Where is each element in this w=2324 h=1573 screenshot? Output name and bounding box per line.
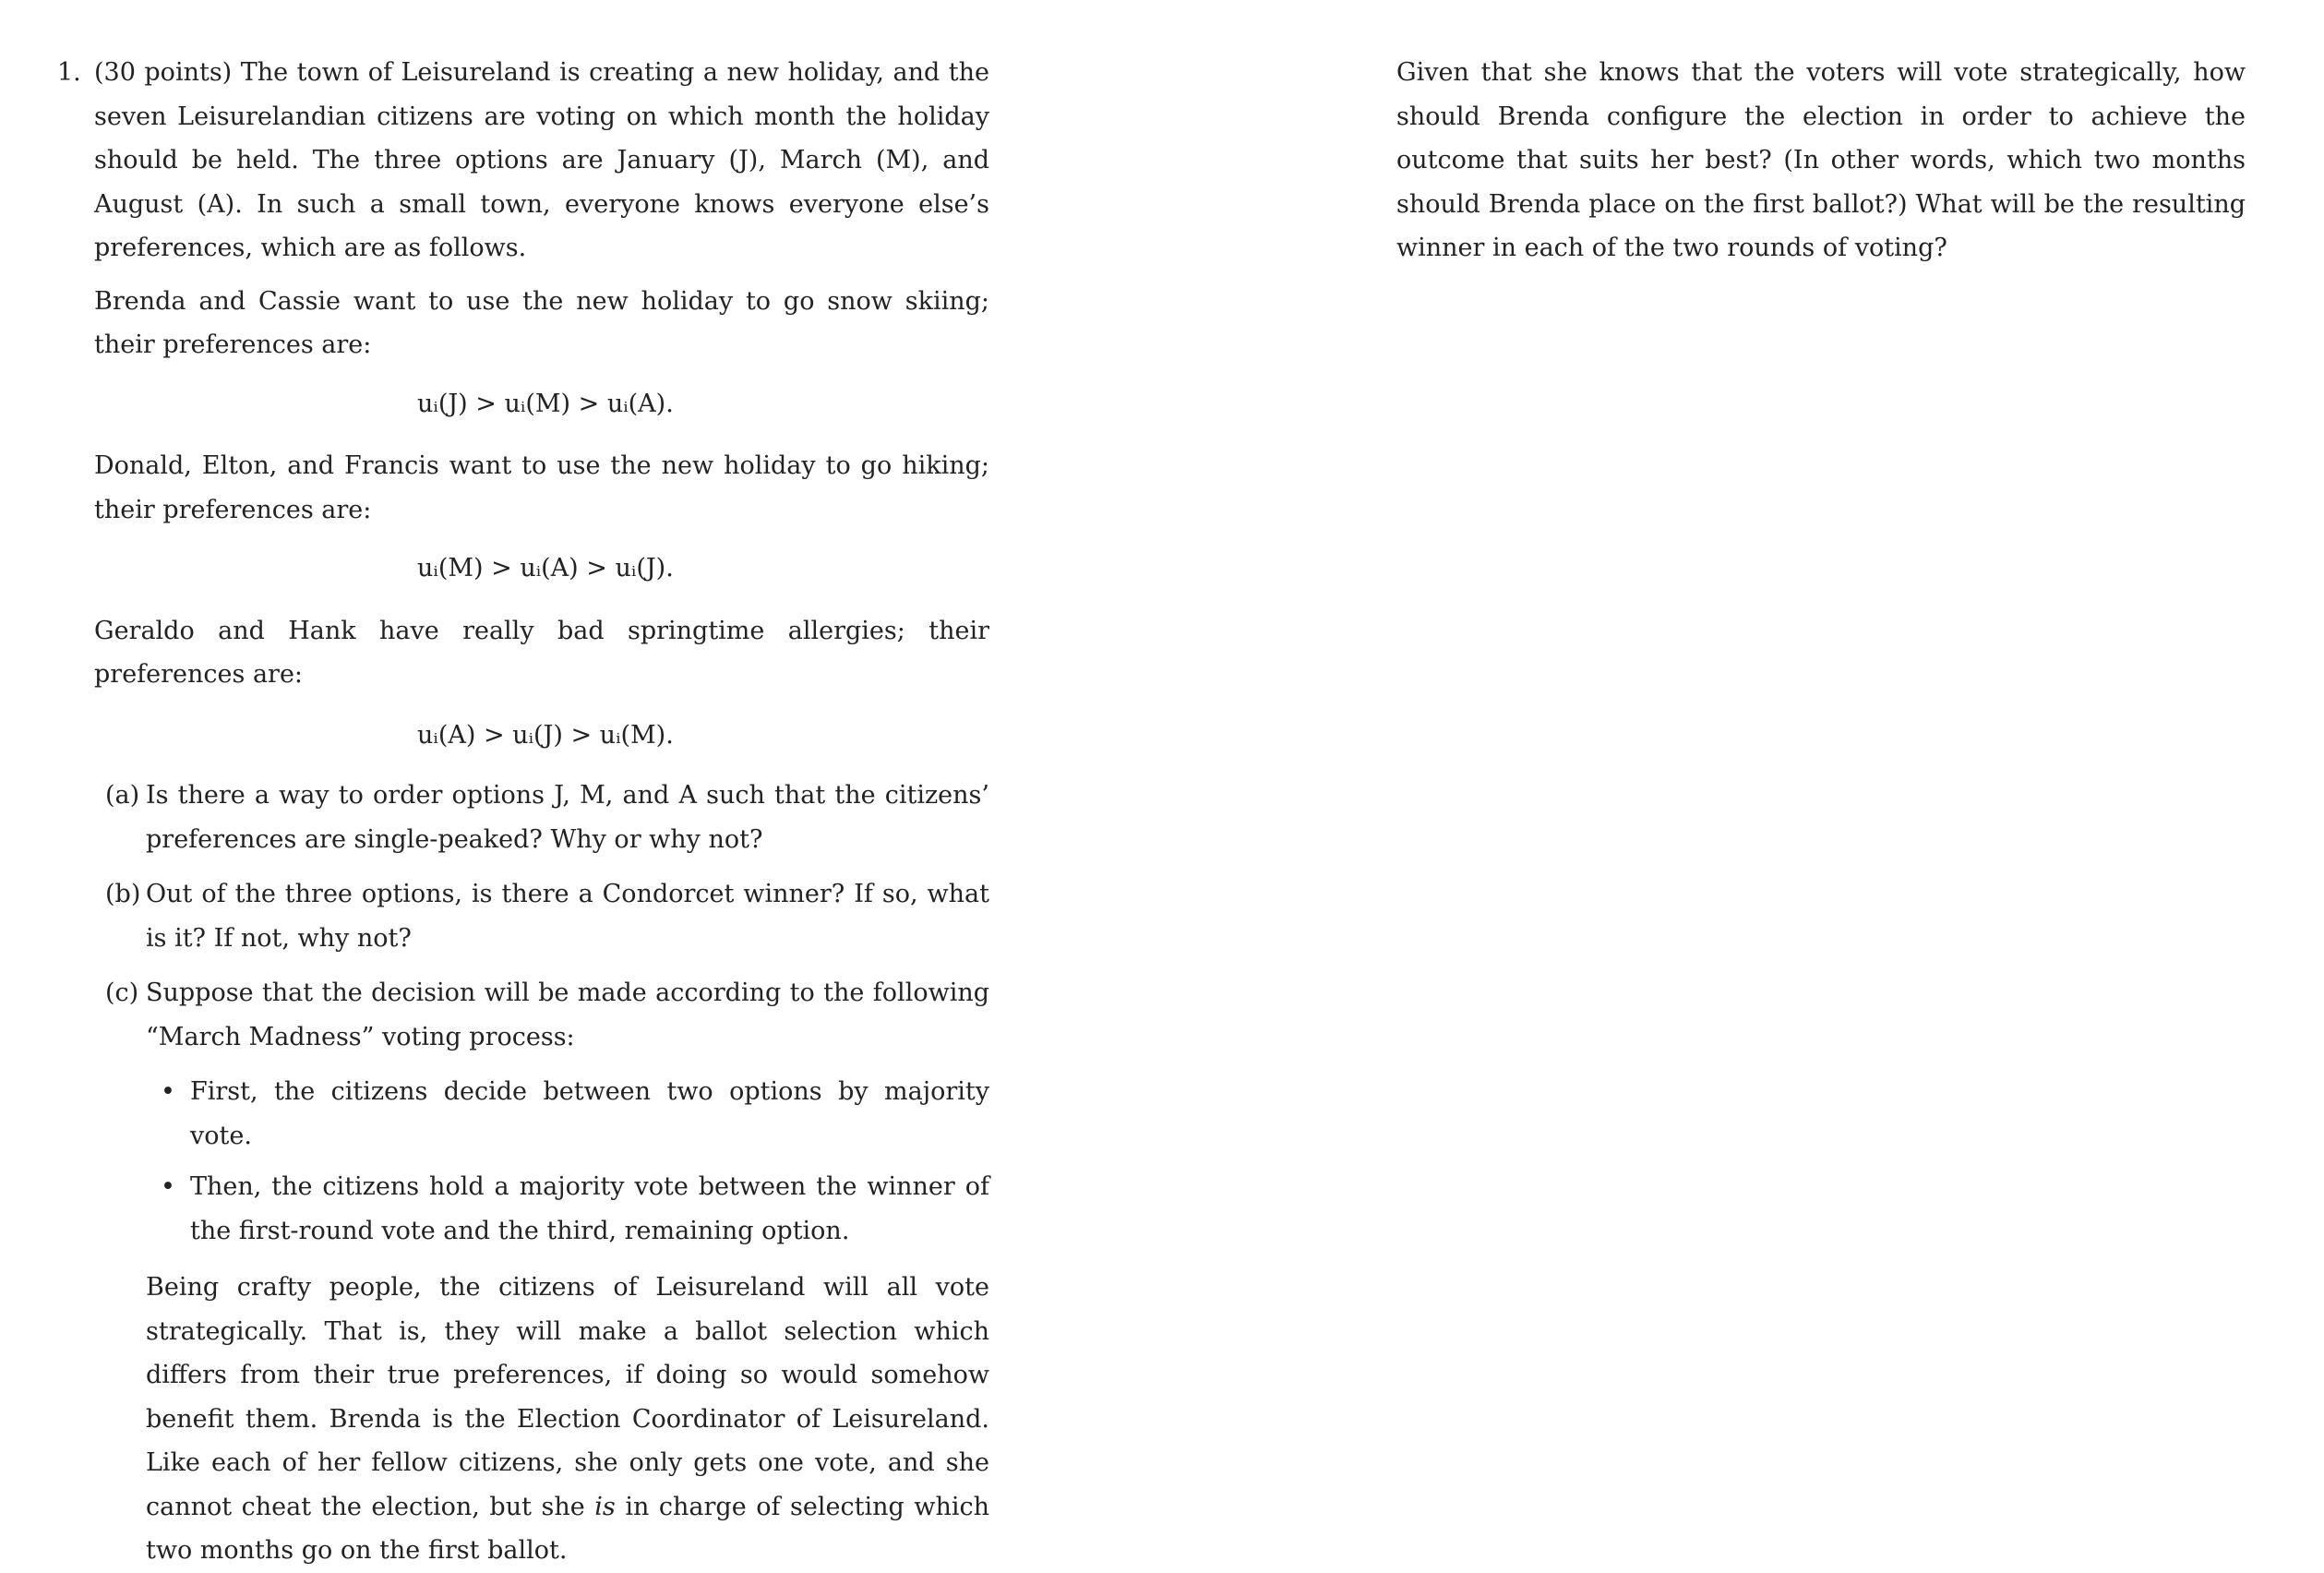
part-a-text: Is there a way to order options J, M, and A such that the citizens’ preferences are single-peaked? Why or why not? xyxy=(146,781,989,854)
emphasis: is xyxy=(594,1492,616,1521)
part-c xyxy=(105,971,989,1573)
part-b xyxy=(105,872,989,960)
problem-body xyxy=(94,51,989,1573)
group1-preference-equation: uᵢ(J) > uᵢ(M) > uᵢ(A). xyxy=(417,389,674,418)
problem-intro: (30 points) The town of Leisureland is creating a new holiday, and the seven Leisurelandian citizens are voting on which month the holiday should be held. The three options are January (J), March (M), and August (A). In such a small town, everyone knows everyone else’s preferences, which are as follows. xyxy=(94,58,989,262)
part-c-paragraph-start: Being crafty people, the citizens of Leisureland will all vote strategically. That is, they will make a ballot selection which differs from their true preferences, if doing so would somehow benefit them. Brenda is the Election Coordinator of Leisureland. Like each of her fellow citizens, she only gets one vote, and she cannot cheat the election, but she xyxy=(146,1273,989,1521)
bullet-icon: • xyxy=(161,1077,175,1106)
part-a-label: (a) xyxy=(105,781,140,810)
part-c-continuation: Given that she knows that the voters will vote strategically, how should Brenda configure the election in order to achieve the outcome that suits her best? (In other words, which two months should Brenda place on the first ballot?) What will be the resulting winner in each of the two rounds of voting? xyxy=(1396,58,2246,262)
part-c-label: (c) xyxy=(105,979,139,1007)
part-c-body xyxy=(146,971,989,1573)
problem-number: 1. xyxy=(57,58,81,87)
group2-text: Donald, Elton, and Francis want to use the new holiday to go hiking; their preferences are: xyxy=(94,451,989,524)
bullet-text: First, the citizens decide between two options by majority vote. xyxy=(190,1077,989,1150)
part-b-label: (b) xyxy=(105,880,141,908)
part-a xyxy=(105,774,989,861)
list-item xyxy=(146,1070,989,1158)
group3-preference-equation: uᵢ(A) > uᵢ(J) > uᵢ(M). xyxy=(417,720,674,750)
bullet-text: Then, the citizens hold a majority vote between the winner of the first-round vote and the third, remaining option. xyxy=(190,1172,989,1245)
group1-text: Brenda and Cassie want to use the new holiday to go snow skiing; their preferences are: xyxy=(94,286,989,359)
sub-questions xyxy=(105,774,989,1573)
bullet-icon: • xyxy=(161,1172,175,1201)
part-c-paragraph xyxy=(146,1266,989,1573)
group2-preference-equation: uᵢ(M) > uᵢ(A) > uᵢ(J). xyxy=(417,554,674,582)
part-b-text: Out of the three options, is there a Condorcet winner? If so, what is it? If not, why not? xyxy=(146,880,989,953)
left-column xyxy=(57,51,989,1573)
voting-process-list xyxy=(146,1070,989,1253)
list-item xyxy=(146,1165,989,1253)
part-c-text: Suppose that the decision will be made according to the following “March Madness” voting process: xyxy=(146,979,989,1051)
problem-1 xyxy=(57,51,989,1573)
part-c-paragraph-end: in charge of selecting which two months go on the first ballot. xyxy=(146,1492,989,1565)
right-column xyxy=(1396,51,2246,270)
group3-text: Geraldo and Hank have really bad springtime allergies; their preferences are: xyxy=(94,616,989,689)
